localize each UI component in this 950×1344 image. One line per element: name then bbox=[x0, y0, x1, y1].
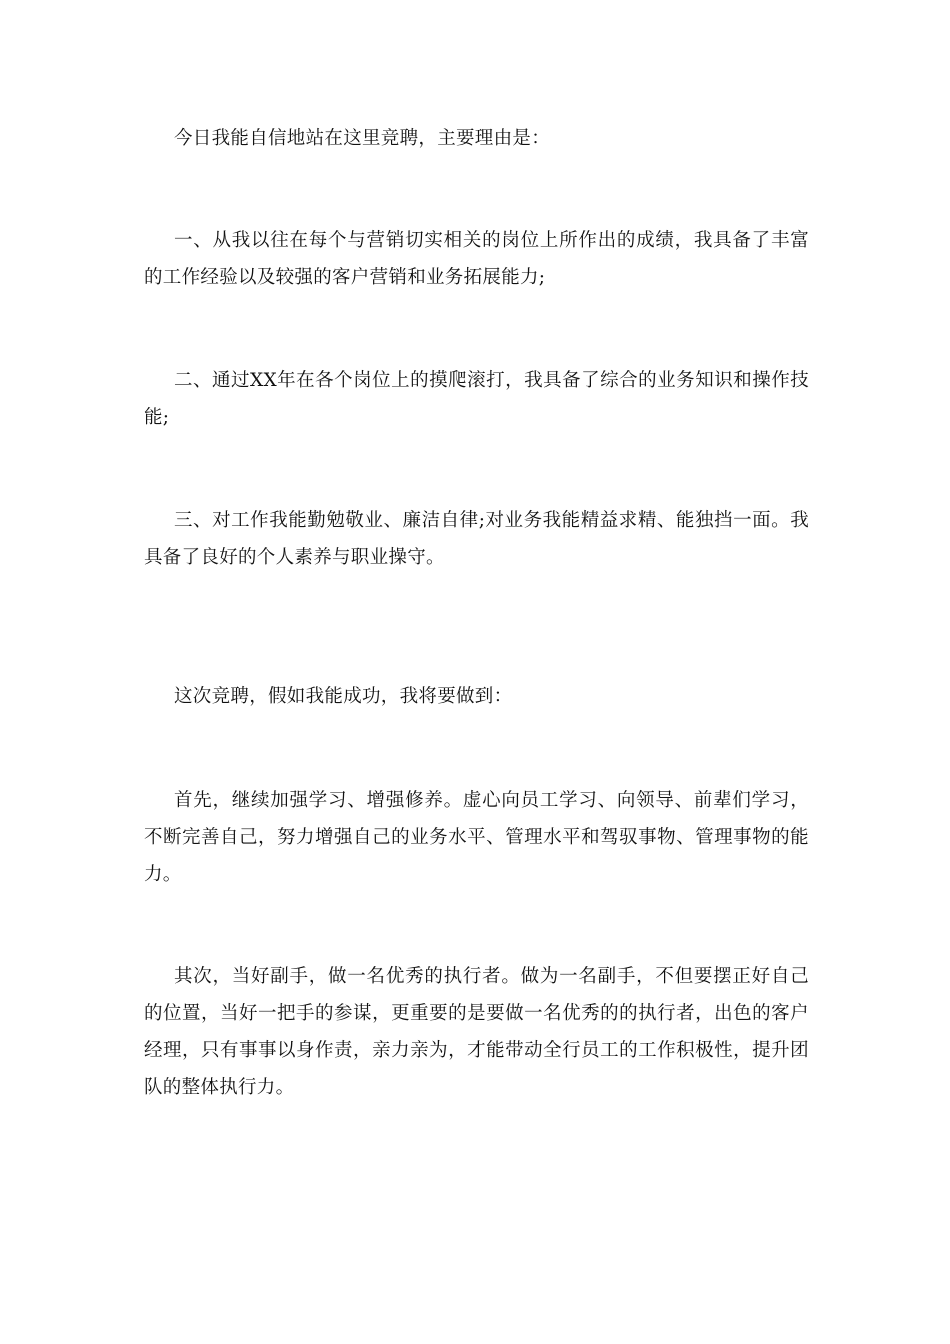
paragraph-intro: 今日我能自信地站在这里竞聘，主要理由是： bbox=[174, 128, 551, 149]
paragraph-plan-intro: 这次竞聘，假如我能成功，我将要做到： bbox=[174, 686, 513, 707]
paragraph-reason-two: 二、通过XX年在各个岗位上的摸爬滚打，我具备了综合的业务知识和操作技能; bbox=[144, 370, 809, 428]
paragraph-reason-three: 三、对工作我能勤勉敬业、廉洁自律;对业务我能精益求精、能独挡一面。我具备了良好的个人素养与职业操守。 bbox=[144, 510, 809, 568]
paragraph-plan-first: 首先，继续加强学习、增强修养。虚心向员工学习、向领导、前辈们学习，不断完善自己，努力增强自己的业务水平、管理水平和驾驭事物、管理事物的能力。 bbox=[144, 790, 809, 885]
paragraph-plan-second: 其次，当好副手，做一名优秀的执行者。做为一名副手，不但要摆正好自己的位置，当好一把手的参谋，更重要的是要做一名优秀的的执行者，出色的客户经理，只有事事以身作责，亲力亲为，才能带动全行员工的工作积极性，提升团队的整体执行力。 bbox=[144, 966, 809, 1098]
paragraph-reason-one: 一、从我以往在每个与营销切实相关的岗位上所作出的成绩，我具备了丰富的工作经验以及较强的客户营销和业务拓展能力; bbox=[144, 230, 809, 288]
